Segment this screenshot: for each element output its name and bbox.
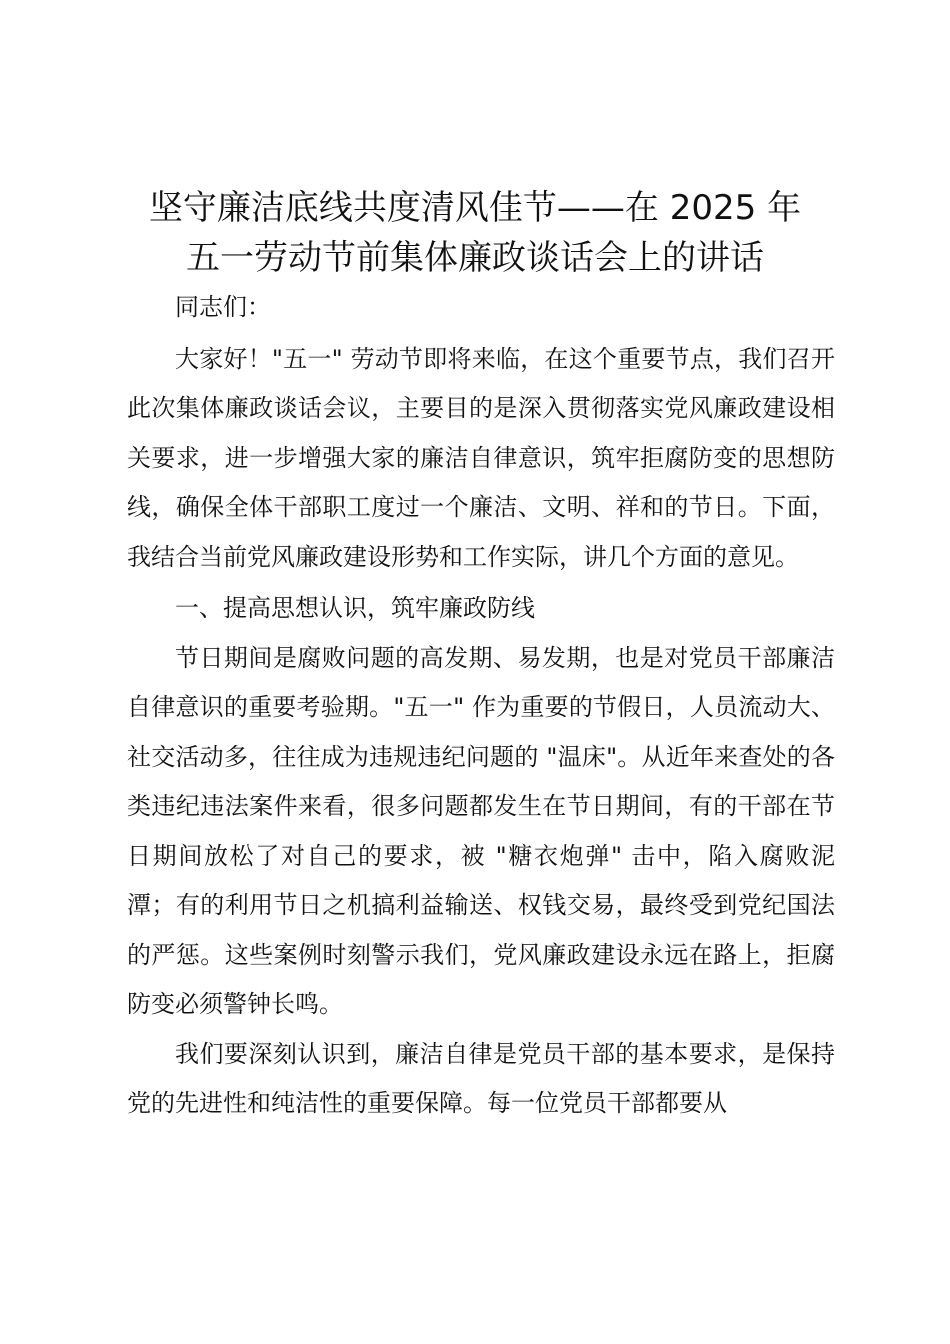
section-1-paragraph-2: 我们要深刻认识到，廉洁自律是党员干部的基本要求，是保持党的先进性和纯洁性的重要保障。每一位党员干部都要从 [127,1039,835,1117]
salutation: 同志们： [175,293,271,321]
section-heading-1: 一、提高思想认识，筑牢廉政防线 [175,594,535,622]
document-title-line-2: 五一劳动节前集体廉政谈话会上的讲话 [186,238,764,278]
section-1-paragraph-1: 节日期间是腐败问题的高发期、易发期，也是对党员干部廉洁自律意识的重要考验期。"五一" 作为重要的节假日，人员流动大、社交活动多，往往成为违规违纪问题的 "温床"。从近年来查处的各类违纪违法案件来看，很多问题都发生在节日期间，有的干部在节日期间放松了对自己的要求，被 "糖衣炮弹" 击中，陷入腐败泥潭；有的利用节日之机搞利益输送、权钱交易，最终受到党纪国法的严惩。这些案例时刻警示我们，党风廉政建设永远在路上，拒腐防变必须警钟长鸣。 [127,643,835,1018]
document-title-line-1: 坚守廉洁底线共度清风佳节——在 2025 年 [148,188,802,228]
intro-paragraph: 大家好！"五一" 劳动节即将来临，在这个重要节点，我们召开此次集体廉政谈话会议，主要目的是深入贯彻落实党风廉政建设相关要求，进一步增强大家的廉洁自律意识，筑牢拒腐防变的思想防线，确保全体干部职工度过一个廉洁、文明、祥和的节日。下面，我结合当前党风廉政建设形势和工作实际，讲几个方面的意见。 [127,344,835,571]
document-body [127,283,835,1129]
